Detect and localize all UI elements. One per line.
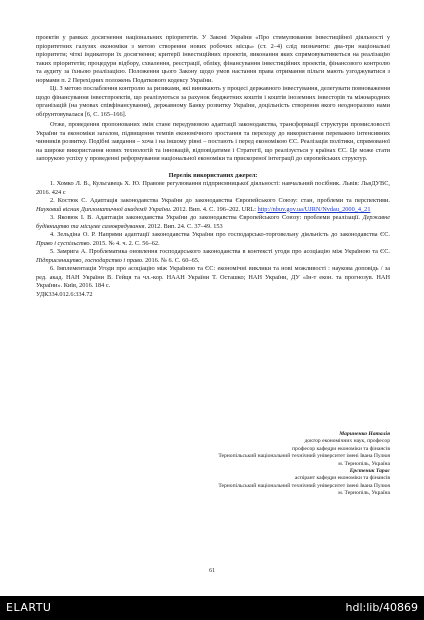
reference-1: 1. Хомко Л. В., Кульгавець Х. Ю. Правове регулювання підприємницької діяльності: навчальний посібник. Львів: ЛьвДУВС, 2016. 424 с <box>36 180 390 196</box>
reference-3-details: . 2012. Вип. 24. С. 37–49. 153 <box>144 222 223 230</box>
author-2-university: Тернопільський національний технічний університет імені Івана Пулюя <box>218 482 390 489</box>
reference-5-journal: Підприємництво, господарство і право <box>36 256 142 264</box>
reference-5-details: . 2016. № 6. С. 60–65. <box>142 256 200 264</box>
paragraph-3: Отже, проведення пропонованих змін стане передумовою адаптації законодавства, трансформації структури промисловості України та економіки загалом, підвищення темпів економічного зростання та переходу до використання переважно інтенсивних чинників розвитку. Подібні завдання – хоча і на іншому рівні – постають і перед економікою ЄС. Реалізація політики, спрямованої на широке використання нових технологій та інновацій, відповідатиме і Стратегії, що реалізується у країнах ЄС. Це може стати запорукою успіху у проведенні реформування національної економіки та прискореної інтеграції до європейських структур. <box>36 121 390 162</box>
author-1-department: професор кафедри економіки та фінансів <box>292 445 390 452</box>
repository-name: ELARTU <box>6 601 52 614</box>
author-2-city: м. Тернопіль, Україна <box>338 490 390 497</box>
reference-2-details: . 2012. Вип. 4. С. 196–202. URL: <box>169 205 258 213</box>
udk-code: УДК334.012.6:334.72 <box>36 290 93 298</box>
reference-4 <box>36 231 390 248</box>
reference-3 <box>36 214 390 231</box>
page-number: 61 <box>209 568 215 574</box>
author-1-city: м. Тернопіль, Україна <box>338 460 390 467</box>
paragraph-1: проектів у рамках досягнення національних пріоритетів. У Законі України «Про стимулювання інвестиційної діяльності у пріоритетних галузях економіки з метою створення нових робочих місць» (ст. 2–4) слід визначити: два-три національні пріоритети; чіткі індикатори їх досягнення; критерії інвестиційних проектів, виконання яких спрямовуватиметься на реалізацію таких пріоритетів; процедури відбору, схвалення, реєстрації, обліку, фінансування інвестиційних проектів, фінансового контролю та аудиту за їхньою реалізацією. Положення цього Закону щодо умов настання права отримання пільги мають узгоджуватися з нормами п. 2 Перехідних положень Податкового кодексу України. <box>36 34 390 84</box>
spacer <box>36 164 390 172</box>
reference-2-url-link[interactable]: http://nbuv.gov.ua/UJRN/Nvdau_2000_4_21 <box>257 205 371 213</box>
reference-5 <box>36 248 390 265</box>
reference-4-text: 4. Зельдіна О. Р. Напрями адаптації законодавства України про господарсько-торговельну діяльність до законодавства ЄС. <box>50 231 390 238</box>
reference-3-text: 3. Яковюк І. В. Адаптація законодавства України до законодавства Європейського Союзу: проблеми реалізації. <box>50 214 363 221</box>
reference-4-journal: Право і суспільство <box>36 239 90 247</box>
author-1-university: Тернопільський національний технічний університет імені Івана Пулюя <box>218 453 390 460</box>
reference-3-journal: Державне будівництво та місцеве самоврядування <box>36 214 390 230</box>
reference-5-text: 5. Замрига А. Проблематика оновлення господарського законодавства в контексті угоди про асоціацію між Україною та ЄС. <box>50 248 390 255</box>
paragraph-2: Ці. З метою послаблення контролю за ризиками, які виникають у процесі державного інвестування, делегувати повноваження щодо фінансування інвестпроектів, що реалізуються за рахунок бюджетних коштів і коштів іноземних інвесторів та міжнародних організацій (на умовах співфінансування), державному Банку розвитку України, доцільність створення якого неодноразово нами обґрунтовувалася [6, С. 165–166]. <box>36 85 390 118</box>
reference-6: 6. Імплементація Угоди про асоціацію між Україною та ЄС: економічні виклики та нові можливості : наукова доповідь / за ред. акад. НАН України В. Гейця та чл.-кор. НААН України Т. Осташко; НАН України, ДУ «Ін-т екон. та прогнозув. НАН України». Київ, 2016. 184 с. <box>36 265 390 289</box>
handle-identifier: hdl:lib/40869 <box>345 601 418 614</box>
author-1-title: доктор економічних наук, професор <box>304 438 390 445</box>
reference-2-text: 2. Костюк С. Адаптація законодавства України до законодавства Європейського Союзу: стан, проблеми та перспективи. <box>50 197 390 204</box>
reference-2 <box>36 197 390 214</box>
author-1-name: Мариненко Наталія <box>339 431 390 437</box>
author-block <box>200 431 390 498</box>
author-2-title: аспірант кафедри економіки та фінансів <box>294 475 390 482</box>
reference-4-details: . 2015. № 4. ч. 2. С. 56–62. <box>89 239 160 247</box>
repository-footer-bar <box>0 596 424 620</box>
references-heading: Перелік використаних джерел: <box>168 171 258 179</box>
reference-2-journal: Науковий вісник Дипломатичної академії України <box>36 205 170 213</box>
page-content <box>36 34 390 299</box>
author-2-name: Ерстеник Тарас <box>349 468 390 475</box>
